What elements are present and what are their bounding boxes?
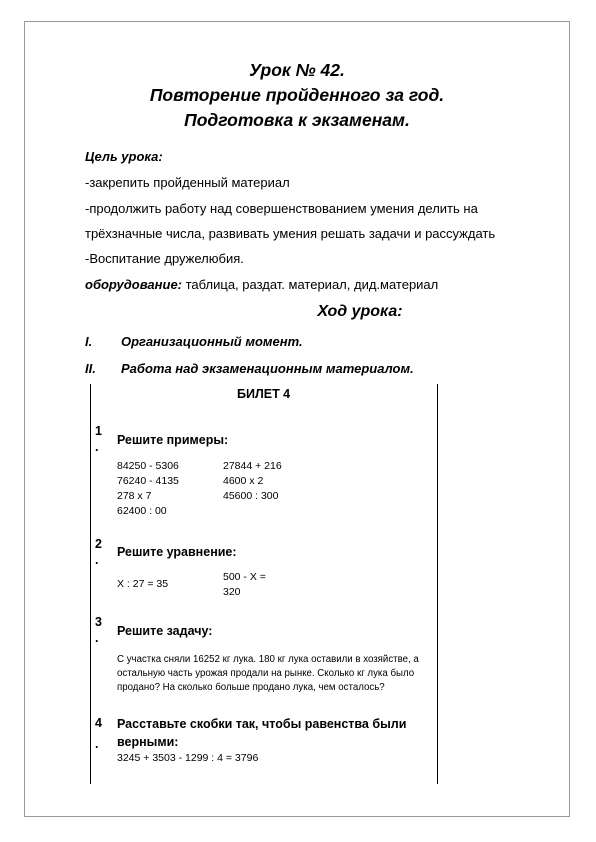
task1-example-right-2: 4600 х 2: [223, 475, 264, 487]
task1-number: 1: [95, 424, 102, 438]
task1-number-dot: .: [95, 440, 99, 454]
task1-example-right-1: 27844 + 216: [223, 460, 282, 472]
task1-example-left-3: 278 х 7: [117, 490, 152, 502]
goal-line-1: -закрепить пройденный материал: [85, 175, 290, 190]
task4-title-line-2: верными:: [117, 735, 179, 749]
ticket-right-border: [437, 384, 438, 784]
task4-title-line-1: Расставьте скобки так, чтобы равенства были: [117, 717, 407, 731]
equipment-line: [85, 277, 438, 292]
task4-number-dot: .: [95, 737, 99, 751]
goals-heading: Цель урока:: [85, 149, 163, 164]
stage-2-num: II.: [85, 361, 96, 376]
task1-example-left-4: 62400 : 00: [117, 505, 167, 517]
task2-equation-right-b: 320: [223, 586, 241, 598]
task1-title: Решите примеры:: [117, 433, 229, 447]
ticket-title: БИЛЕТ 4: [237, 387, 291, 401]
ticket-left-border: [90, 384, 91, 784]
lesson-number: Урок № 42.: [249, 60, 345, 80]
task3-text-line-3: продано? На сколько больше продано лука, чем осталось?: [117, 682, 385, 693]
stage-2-text: Работа над экзаменационным материалом.: [121, 361, 414, 376]
task2-equation-right-a: 500 - Х =: [223, 571, 266, 583]
progress-heading: Ход урока:: [317, 303, 403, 320]
task2-title: Решите уравнение:: [117, 545, 237, 559]
task1-example-left-2: 76240 - 4135: [117, 475, 179, 487]
lesson-subtopic: Подготовка к экзаменам.: [184, 110, 410, 130]
goal-line-3: трёхзначные числа, развивать умения решать задачи и рассуждать: [85, 226, 496, 241]
task1-example-left-1: 84250 - 5306: [117, 460, 179, 472]
stage-1-text: Организационный момент.: [121, 334, 303, 349]
task3-text-line-1: С участка сняли 16252 кг лука. 180 кг лука оставили в хозяйстве, а: [117, 654, 419, 665]
task1-example-right-3: 45600 : 300: [223, 490, 279, 502]
task2-number: 2: [95, 537, 102, 551]
task3-title: Решите задачу:: [117, 624, 213, 638]
task2-number-dot: .: [95, 553, 99, 567]
task3-text-line-2: остальную часть урожая продали на рынке. Сколько кг лука было: [117, 668, 415, 679]
goal-line-2: -продолжить работу над совершенствованием умения делить на: [85, 201, 478, 216]
task3-number: 3: [95, 615, 102, 629]
goal-line-4: -Воспитание дружелюбия.: [85, 251, 244, 266]
task3-number-dot: .: [95, 631, 99, 645]
page-frame: [24, 21, 570, 817]
stage-1-num: I.: [85, 334, 93, 349]
equipment-text: таблица, раздат. материал, дид.материал: [182, 277, 439, 292]
task2-equation-left: Х : 27 = 35: [117, 578, 169, 590]
task4-expression: 3245 + 3503 - 1299 : 4 = 3796: [117, 752, 259, 764]
equipment-label: оборудование:: [85, 277, 183, 292]
lesson-topic: Повторение пройденного за год.: [149, 85, 445, 105]
task4-number: 4: [95, 716, 102, 730]
